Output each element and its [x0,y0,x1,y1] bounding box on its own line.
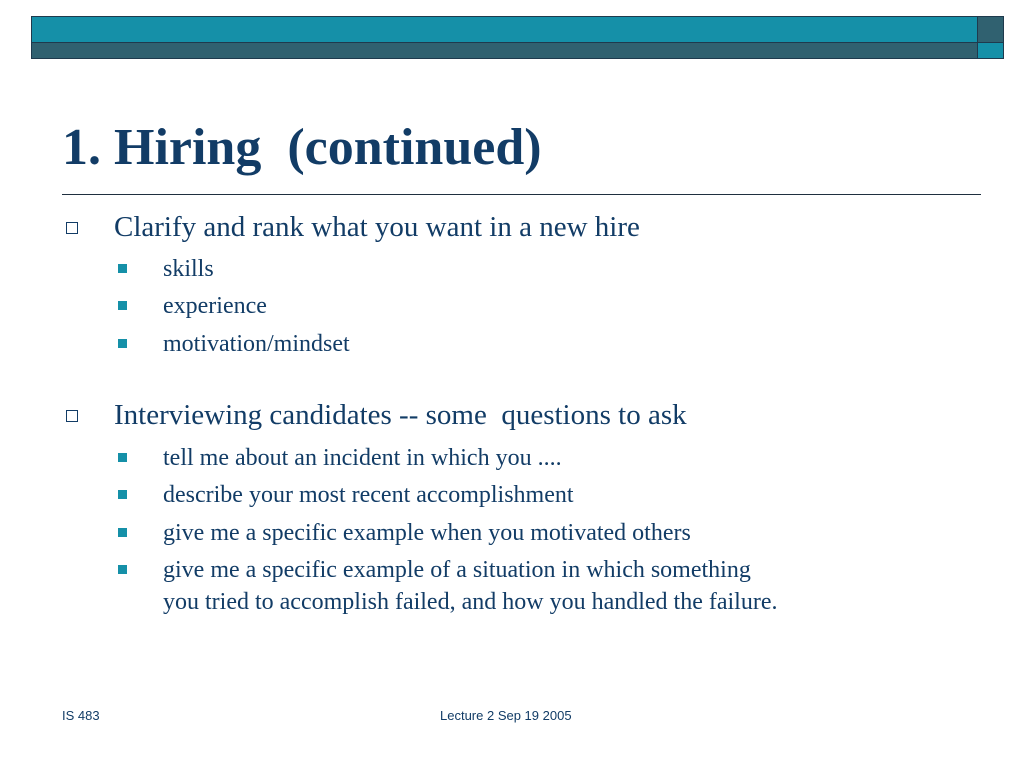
section-heading-requirements: Clarify and rank what you want in a new hire [114,211,640,243]
filled-square-bullet-icon [118,339,127,348]
list-item: describe your most recent accomplishment [163,482,574,508]
header-band-corner-bottom [977,42,1004,59]
filled-square-bullet-icon [118,453,127,462]
filled-square-bullet-icon [118,264,127,273]
filled-square-bullet-icon [118,490,127,499]
list-item: motivation/mindset [163,331,350,357]
section-heading-interview-questions: Interviewing candidates -- some questions to ask [114,399,687,431]
hollow-square-bullet-icon [66,410,78,422]
list-item: experience [163,293,267,319]
filled-square-bullet-icon [118,301,127,310]
header-band-top [31,16,978,43]
title-divider [62,194,981,195]
hollow-square-bullet-icon [66,222,78,234]
filled-square-bullet-icon [118,565,127,574]
filled-square-bullet-icon [118,528,127,537]
slide-title: 1. Hiring (continued) [62,119,542,176]
footer-course: IS 483 [62,708,100,723]
list-item: give me a specific example when you motivated others [163,520,691,546]
list-item: tell me about an incident in which you .... [163,445,562,471]
header-band-corner-top [977,16,1004,43]
header-band-bottom [31,42,978,59]
list-item: skills [163,256,214,282]
footer-lecture: Lecture 2 Sep 19 2005 [440,708,572,723]
list-item: give me a specific example of a situation in which something you tried to accomplish failed, and how you handled the failure. [163,557,778,615]
